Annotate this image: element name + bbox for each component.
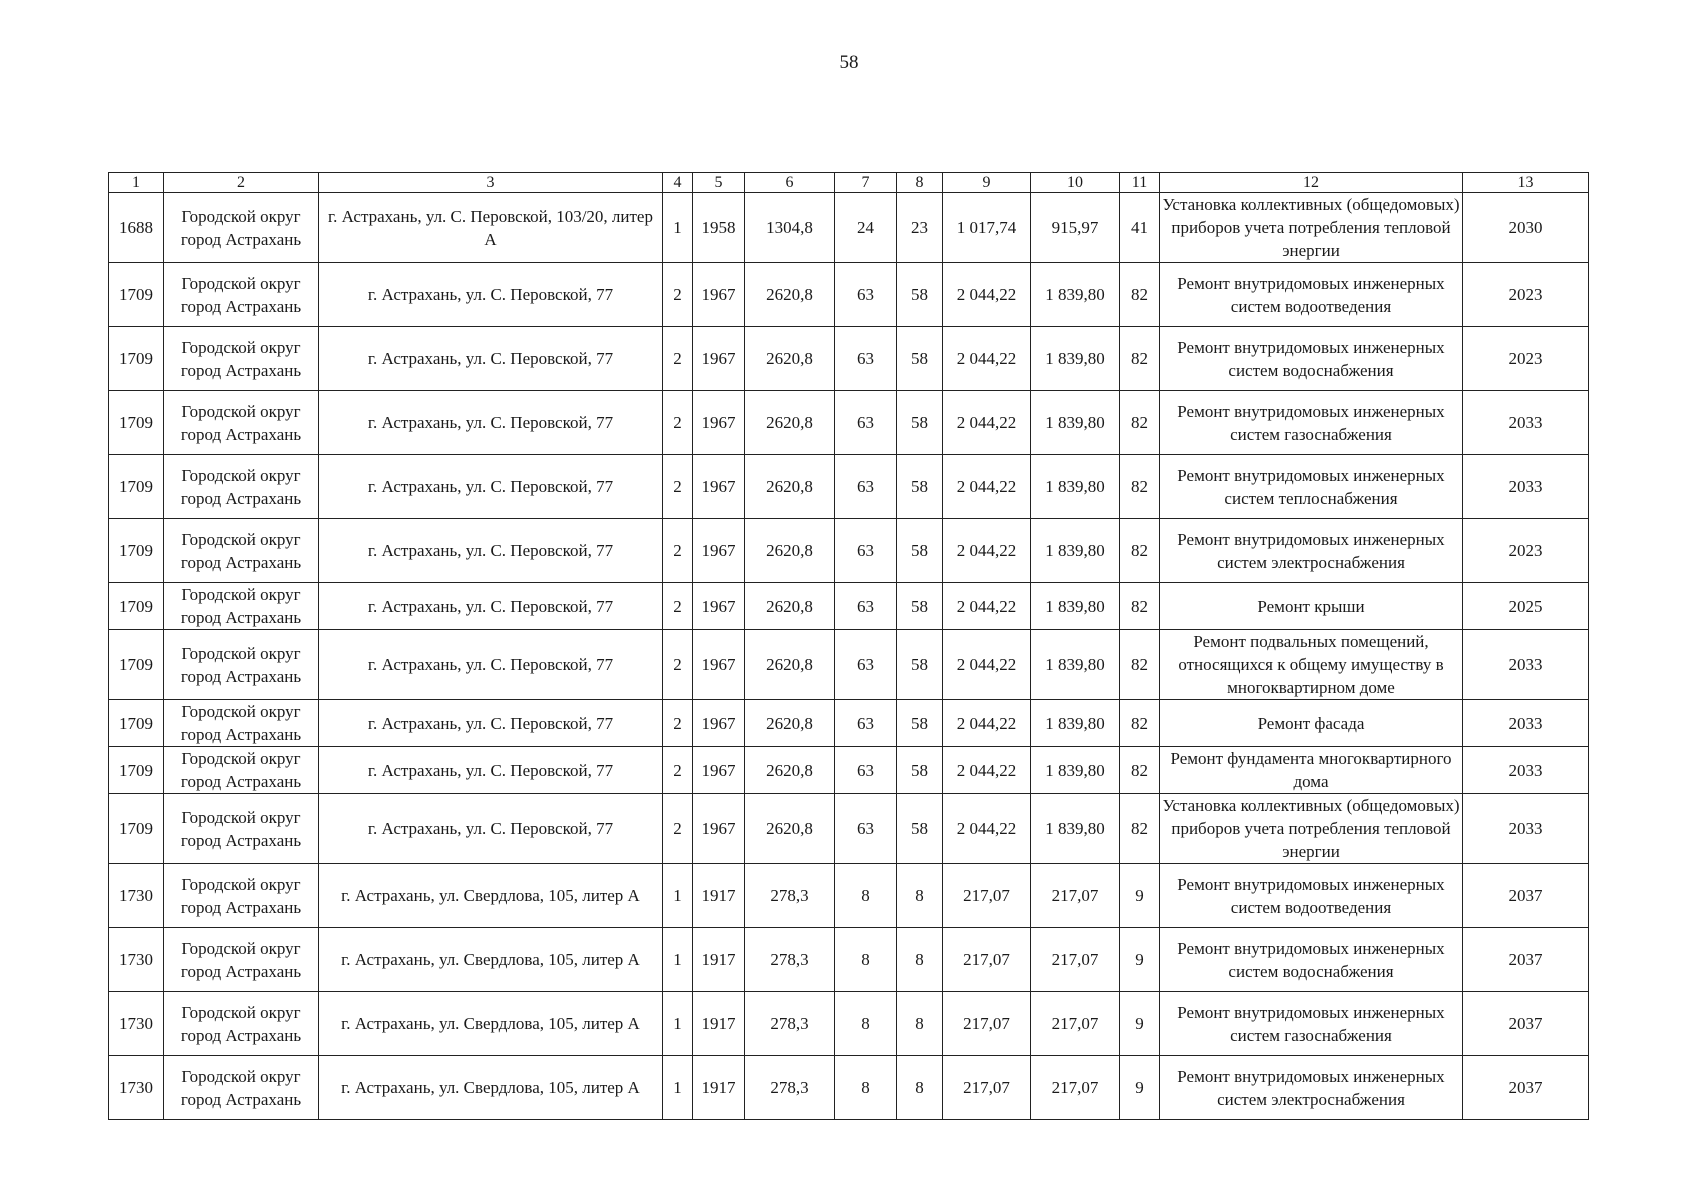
cell-col-13: 2033 bbox=[1463, 747, 1589, 794]
cell-col-7: 63 bbox=[835, 700, 897, 747]
cell-col-13: 2037 bbox=[1463, 928, 1589, 992]
cell-col-7: 8 bbox=[835, 992, 897, 1056]
table-row bbox=[109, 583, 1589, 630]
cell-col-4: 2 bbox=[663, 747, 693, 794]
cell-col-13: 2033 bbox=[1463, 700, 1589, 747]
cell-col-10: 1 839,80 bbox=[1031, 455, 1120, 519]
cell-col-13: 2023 bbox=[1463, 519, 1589, 583]
cell-col-13: 2023 bbox=[1463, 327, 1589, 391]
cell-col-9: 2 044,22 bbox=[943, 700, 1031, 747]
cell-col-7: 63 bbox=[835, 327, 897, 391]
cell-col-13: 2025 bbox=[1463, 583, 1589, 630]
cell-col-13: 2037 bbox=[1463, 992, 1589, 1056]
cell-col-4: 2 bbox=[663, 455, 693, 519]
cell-col-id: 1709 bbox=[109, 794, 164, 864]
cell-col-11: 82 bbox=[1120, 391, 1160, 455]
table-row bbox=[109, 630, 1589, 700]
table-row bbox=[109, 928, 1589, 992]
cell-col-address: г. Астрахань, ул. С. Перовской, 77 bbox=[319, 455, 663, 519]
column-number-11: 11 bbox=[1120, 173, 1160, 193]
cell-col-6: 2620,8 bbox=[745, 263, 835, 327]
cell-col-municipality: Городской округ город Астрахань bbox=[164, 193, 319, 263]
cell-col-work: Ремонт внутридомовых инженерных систем теплоснабжения bbox=[1160, 455, 1463, 519]
cell-col-municipality: Городской округ город Астрахань bbox=[164, 1056, 319, 1120]
cell-col-8: 8 bbox=[897, 928, 943, 992]
cell-col-6: 278,3 bbox=[745, 864, 835, 928]
cell-col-11: 82 bbox=[1120, 794, 1160, 864]
cell-col-9: 2 044,22 bbox=[943, 391, 1031, 455]
cell-col-5: 1967 bbox=[693, 583, 745, 630]
cell-col-5: 1967 bbox=[693, 263, 745, 327]
column-number-12: 12 bbox=[1160, 173, 1463, 193]
cell-col-address: г. Астрахань, ул. Свердлова, 105, литер А bbox=[319, 1056, 663, 1120]
column-number-5: 5 bbox=[693, 173, 745, 193]
table-row bbox=[109, 747, 1589, 794]
cell-col-6: 2620,8 bbox=[745, 455, 835, 519]
cell-col-10: 1 839,80 bbox=[1031, 747, 1120, 794]
cell-col-6: 1304,8 bbox=[745, 193, 835, 263]
cell-col-4: 2 bbox=[663, 519, 693, 583]
cell-col-10: 217,07 bbox=[1031, 864, 1120, 928]
cell-col-address: г. Астрахань, ул. Свердлова, 105, литер А bbox=[319, 928, 663, 992]
cell-col-11: 82 bbox=[1120, 519, 1160, 583]
table-row bbox=[109, 193, 1589, 263]
cell-col-11: 82 bbox=[1120, 455, 1160, 519]
cell-col-13: 2033 bbox=[1463, 794, 1589, 864]
cell-col-13: 2037 bbox=[1463, 1056, 1589, 1120]
cell-col-4: 2 bbox=[663, 327, 693, 391]
table-row bbox=[109, 391, 1589, 455]
column-number-row bbox=[109, 173, 1589, 193]
cell-col-9: 217,07 bbox=[943, 992, 1031, 1056]
cell-col-address: г. Астрахань, ул. Свердлова, 105, литер А bbox=[319, 864, 663, 928]
cell-col-8: 8 bbox=[897, 1056, 943, 1120]
cell-col-work: Ремонт фасада bbox=[1160, 700, 1463, 747]
cell-col-id: 1709 bbox=[109, 630, 164, 700]
cell-col-5: 1967 bbox=[693, 455, 745, 519]
cell-col-5: 1967 bbox=[693, 630, 745, 700]
cell-col-work: Ремонт внутридомовых инженерных систем водоотведения bbox=[1160, 263, 1463, 327]
cell-col-9: 2 044,22 bbox=[943, 583, 1031, 630]
cell-col-11: 82 bbox=[1120, 630, 1160, 700]
cell-col-6: 2620,8 bbox=[745, 583, 835, 630]
table-row bbox=[109, 1056, 1589, 1120]
capital-repair-table bbox=[108, 172, 1589, 1120]
cell-col-address: г. Астрахань, ул. С. Перовской, 77 bbox=[319, 263, 663, 327]
cell-col-6: 2620,8 bbox=[745, 700, 835, 747]
cell-col-work: Установка коллективных (общедомовых) приборов учета потребления тепловой энергии bbox=[1160, 794, 1463, 864]
cell-col-7: 8 bbox=[835, 864, 897, 928]
cell-col-4: 2 bbox=[663, 391, 693, 455]
cell-col-6: 278,3 bbox=[745, 992, 835, 1056]
cell-col-8: 58 bbox=[897, 455, 943, 519]
cell-col-address: г. Астрахань, ул. С. Перовской, 103/20, литер А bbox=[319, 193, 663, 263]
cell-col-id: 1709 bbox=[109, 391, 164, 455]
cell-col-11: 82 bbox=[1120, 583, 1160, 630]
cell-col-11: 41 bbox=[1120, 193, 1160, 263]
cell-col-9: 1 017,74 bbox=[943, 193, 1031, 263]
cell-col-6: 2620,8 bbox=[745, 391, 835, 455]
cell-col-5: 1958 bbox=[693, 193, 745, 263]
cell-col-9: 2 044,22 bbox=[943, 327, 1031, 391]
cell-col-9: 2 044,22 bbox=[943, 630, 1031, 700]
cell-col-id: 1688 bbox=[109, 193, 164, 263]
cell-col-id: 1709 bbox=[109, 700, 164, 747]
cell-col-8: 58 bbox=[897, 747, 943, 794]
column-number-8: 8 bbox=[897, 173, 943, 193]
cell-col-municipality: Городской округ город Астрахань bbox=[164, 794, 319, 864]
cell-col-address: г. Астрахань, ул. С. Перовской, 77 bbox=[319, 327, 663, 391]
cell-col-address: г. Астрахань, ул. С. Перовской, 77 bbox=[319, 583, 663, 630]
cell-col-10: 1 839,80 bbox=[1031, 700, 1120, 747]
cell-col-13: 2023 bbox=[1463, 263, 1589, 327]
cell-col-address: г. Астрахань, ул. С. Перовской, 77 bbox=[319, 391, 663, 455]
cell-col-6: 2620,8 bbox=[745, 794, 835, 864]
cell-col-10: 1 839,80 bbox=[1031, 391, 1120, 455]
cell-col-4: 2 bbox=[663, 700, 693, 747]
cell-col-id: 1730 bbox=[109, 928, 164, 992]
cell-col-10: 217,07 bbox=[1031, 992, 1120, 1056]
cell-col-10: 1 839,80 bbox=[1031, 263, 1120, 327]
cell-col-address: г. Астрахань, ул. С. Перовской, 77 bbox=[319, 630, 663, 700]
cell-col-work: Ремонт внутридомовых инженерных систем водоснабжения bbox=[1160, 928, 1463, 992]
cell-col-4: 1 bbox=[663, 1056, 693, 1120]
cell-col-8: 58 bbox=[897, 700, 943, 747]
cell-col-11: 82 bbox=[1120, 700, 1160, 747]
cell-col-5: 1917 bbox=[693, 928, 745, 992]
cell-col-5: 1967 bbox=[693, 519, 745, 583]
cell-col-6: 2620,8 bbox=[745, 327, 835, 391]
cell-col-7: 8 bbox=[835, 928, 897, 992]
cell-col-11: 82 bbox=[1120, 327, 1160, 391]
cell-col-8: 8 bbox=[897, 992, 943, 1056]
cell-col-id: 1709 bbox=[109, 327, 164, 391]
cell-col-5: 1917 bbox=[693, 864, 745, 928]
cell-col-13: 2030 bbox=[1463, 193, 1589, 263]
cell-col-10: 217,07 bbox=[1031, 1056, 1120, 1120]
cell-col-municipality: Городской округ город Астрахань bbox=[164, 630, 319, 700]
column-number-3: 3 bbox=[319, 173, 663, 193]
cell-col-municipality: Городской округ город Астрахань bbox=[164, 992, 319, 1056]
cell-col-7: 63 bbox=[835, 630, 897, 700]
cell-col-6: 278,3 bbox=[745, 1056, 835, 1120]
page-number: 58 bbox=[839, 52, 859, 73]
cell-col-8: 58 bbox=[897, 263, 943, 327]
cell-col-9: 217,07 bbox=[943, 928, 1031, 992]
cell-col-8: 8 bbox=[897, 864, 943, 928]
table-row bbox=[109, 864, 1589, 928]
cell-col-10: 1 839,80 bbox=[1031, 519, 1120, 583]
cell-col-4: 1 bbox=[663, 992, 693, 1056]
cell-col-6: 2620,8 bbox=[745, 519, 835, 583]
cell-col-4: 1 bbox=[663, 928, 693, 992]
cell-col-municipality: Городской округ город Астрахань bbox=[164, 864, 319, 928]
cell-col-10: 1 839,80 bbox=[1031, 794, 1120, 864]
cell-col-9: 217,07 bbox=[943, 1056, 1031, 1120]
cell-col-6: 2620,8 bbox=[745, 630, 835, 700]
cell-col-work: Ремонт подвальных помещений, относящихся к общему имуществу в многоквартирном доме bbox=[1160, 630, 1463, 700]
cell-col-13: 2033 bbox=[1463, 391, 1589, 455]
cell-col-7: 63 bbox=[835, 519, 897, 583]
cell-col-municipality: Городской округ город Астрахань bbox=[164, 327, 319, 391]
cell-col-9: 217,07 bbox=[943, 864, 1031, 928]
table-row bbox=[109, 700, 1589, 747]
cell-col-municipality: Городской округ город Астрахань bbox=[164, 700, 319, 747]
table-body bbox=[109, 193, 1589, 1120]
column-number-9: 9 bbox=[943, 173, 1031, 193]
cell-col-municipality: Городской округ город Астрахань bbox=[164, 747, 319, 794]
cell-col-8: 58 bbox=[897, 583, 943, 630]
cell-col-id: 1730 bbox=[109, 1056, 164, 1120]
cell-col-9: 2 044,22 bbox=[943, 263, 1031, 327]
cell-col-8: 58 bbox=[897, 519, 943, 583]
cell-col-municipality: Городской округ город Астрахань bbox=[164, 583, 319, 630]
cell-col-11: 9 bbox=[1120, 864, 1160, 928]
cell-col-7: 63 bbox=[835, 455, 897, 519]
cell-col-8: 23 bbox=[897, 193, 943, 263]
cell-col-7: 24 bbox=[835, 193, 897, 263]
cell-col-10: 217,07 bbox=[1031, 928, 1120, 992]
cell-col-9: 2 044,22 bbox=[943, 519, 1031, 583]
table-row bbox=[109, 519, 1589, 583]
cell-col-7: 63 bbox=[835, 747, 897, 794]
cell-col-id: 1709 bbox=[109, 583, 164, 630]
cell-col-4: 1 bbox=[663, 864, 693, 928]
cell-col-8: 58 bbox=[897, 391, 943, 455]
cell-col-8: 58 bbox=[897, 630, 943, 700]
cell-col-10: 1 839,80 bbox=[1031, 327, 1120, 391]
cell-col-6: 2620,8 bbox=[745, 747, 835, 794]
cell-col-9: 2 044,22 bbox=[943, 747, 1031, 794]
cell-col-work: Ремонт фундамента многоквартирного дома bbox=[1160, 747, 1463, 794]
cell-col-7: 63 bbox=[835, 794, 897, 864]
cell-col-id: 1709 bbox=[109, 455, 164, 519]
cell-col-id: 1730 bbox=[109, 992, 164, 1056]
cell-col-work: Ремонт внутридомовых инженерных систем электроснабжения bbox=[1160, 1056, 1463, 1120]
cell-col-10: 915,97 bbox=[1031, 193, 1120, 263]
cell-col-municipality: Городской округ город Астрахань bbox=[164, 519, 319, 583]
cell-col-work: Ремонт внутридомовых инженерных систем газоснабжения bbox=[1160, 992, 1463, 1056]
cell-col-7: 63 bbox=[835, 583, 897, 630]
table-row bbox=[109, 263, 1589, 327]
cell-col-5: 1967 bbox=[693, 391, 745, 455]
cell-col-9: 2 044,22 bbox=[943, 455, 1031, 519]
column-number-13: 13 bbox=[1463, 173, 1589, 193]
cell-col-work: Ремонт крыши bbox=[1160, 583, 1463, 630]
cell-col-7: 8 bbox=[835, 1056, 897, 1120]
column-number-10: 10 bbox=[1031, 173, 1120, 193]
cell-col-11: 9 bbox=[1120, 928, 1160, 992]
table-row bbox=[109, 327, 1589, 391]
cell-col-address: г. Астрахань, ул. Свердлова, 105, литер А bbox=[319, 992, 663, 1056]
cell-col-municipality: Городской округ город Астрахань bbox=[164, 928, 319, 992]
cell-col-4: 2 bbox=[663, 263, 693, 327]
cell-col-8: 58 bbox=[897, 327, 943, 391]
cell-col-municipality: Городской округ город Астрахань bbox=[164, 455, 319, 519]
cell-col-6: 278,3 bbox=[745, 928, 835, 992]
cell-col-5: 1967 bbox=[693, 700, 745, 747]
cell-col-address: г. Астрахань, ул. С. Перовской, 77 bbox=[319, 700, 663, 747]
cell-col-9: 2 044,22 bbox=[943, 794, 1031, 864]
column-number-7: 7 bbox=[835, 173, 897, 193]
cell-col-municipality: Городской округ город Астрахань bbox=[164, 263, 319, 327]
column-number-1: 1 bbox=[109, 173, 164, 193]
cell-col-5: 1917 bbox=[693, 992, 745, 1056]
column-number-4: 4 bbox=[663, 173, 693, 193]
cell-col-11: 9 bbox=[1120, 992, 1160, 1056]
column-number-6: 6 bbox=[745, 173, 835, 193]
cell-col-id: 1730 bbox=[109, 864, 164, 928]
cell-col-work: Ремонт внутридомовых инженерных систем водоотведения bbox=[1160, 864, 1463, 928]
cell-col-id: 1709 bbox=[109, 747, 164, 794]
cell-col-work: Установка коллективных (общедомовых) приборов учета потребления тепловой энергии bbox=[1160, 193, 1463, 263]
cell-col-4: 1 bbox=[663, 193, 693, 263]
cell-col-10: 1 839,80 bbox=[1031, 630, 1120, 700]
cell-col-work: Ремонт внутридомовых инженерных систем водоснабжения bbox=[1160, 327, 1463, 391]
cell-col-4: 2 bbox=[663, 630, 693, 700]
cell-col-5: 1917 bbox=[693, 1056, 745, 1120]
cell-col-id: 1709 bbox=[109, 263, 164, 327]
cell-col-address: г. Астрахань, ул. С. Перовской, 77 bbox=[319, 747, 663, 794]
cell-col-13: 2033 bbox=[1463, 630, 1589, 700]
column-number-2: 2 bbox=[164, 173, 319, 193]
cell-col-5: 1967 bbox=[693, 794, 745, 864]
cell-col-4: 2 bbox=[663, 794, 693, 864]
cell-col-id: 1709 bbox=[109, 519, 164, 583]
cell-col-address: г. Астрахань, ул. С. Перовской, 77 bbox=[319, 794, 663, 864]
table-row bbox=[109, 794, 1589, 864]
cell-col-8: 58 bbox=[897, 794, 943, 864]
table-row bbox=[109, 992, 1589, 1056]
cell-col-5: 1967 bbox=[693, 747, 745, 794]
cell-col-11: 9 bbox=[1120, 1056, 1160, 1120]
cell-col-5: 1967 bbox=[693, 327, 745, 391]
cell-col-work: Ремонт внутридомовых инженерных систем электроснабжения bbox=[1160, 519, 1463, 583]
cell-col-13: 2037 bbox=[1463, 864, 1589, 928]
table-row bbox=[109, 455, 1589, 519]
cell-col-11: 82 bbox=[1120, 747, 1160, 794]
cell-col-11: 82 bbox=[1120, 263, 1160, 327]
cell-col-4: 2 bbox=[663, 583, 693, 630]
cell-col-7: 63 bbox=[835, 391, 897, 455]
cell-col-work: Ремонт внутридомовых инженерных систем газоснабжения bbox=[1160, 391, 1463, 455]
cell-col-10: 1 839,80 bbox=[1031, 583, 1120, 630]
cell-col-13: 2033 bbox=[1463, 455, 1589, 519]
cell-col-municipality: Городской округ город Астрахань bbox=[164, 391, 319, 455]
cell-col-7: 63 bbox=[835, 263, 897, 327]
cell-col-address: г. Астрахань, ул. С. Перовской, 77 bbox=[319, 519, 663, 583]
